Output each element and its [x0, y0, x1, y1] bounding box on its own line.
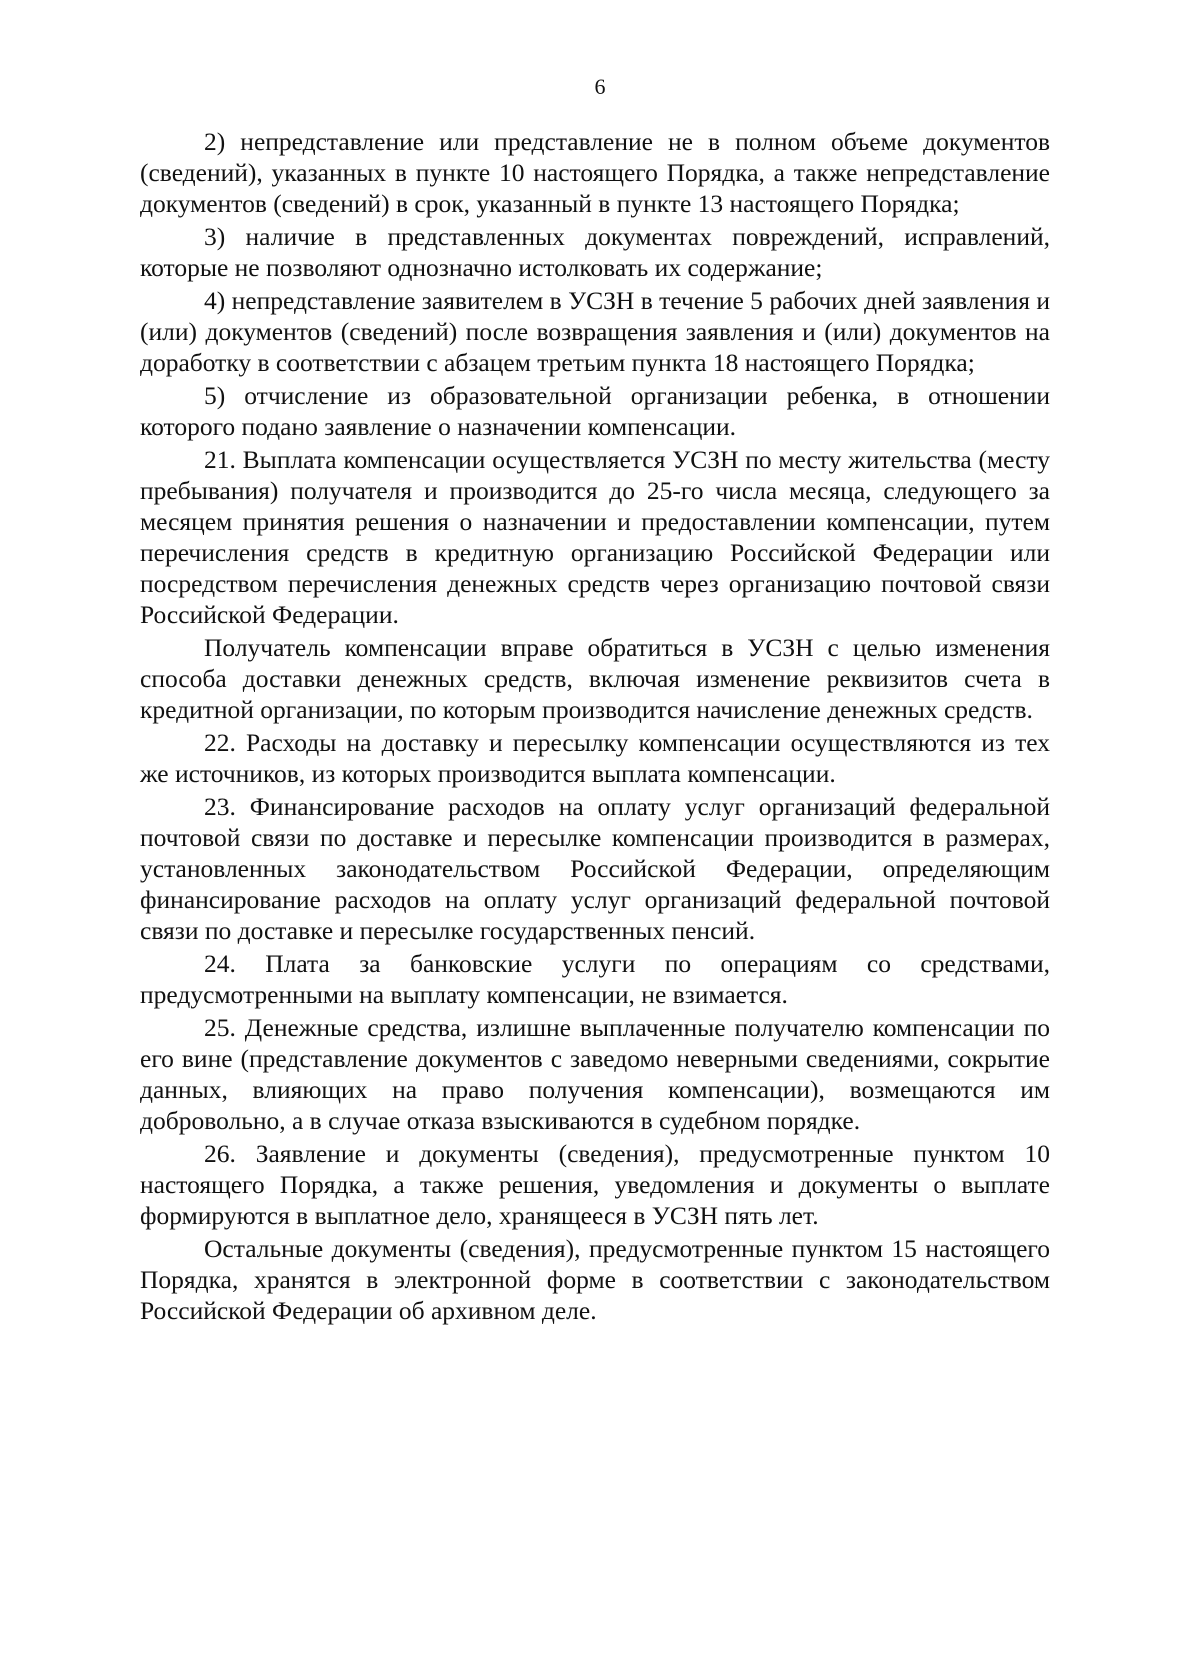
paragraph-clause-21: 21. Выплата компенсации осуществляется УСЗН по месту жительства (месту пребывания) получателя и производится до 25-го числа месяца, следующего за месяцем принятия решения о назначении и предоставлении компенсации, путем перечисления средств в кредитную организацию Российской Федерации или посредством перечисления денежных средств через организацию почтовой связи Российской Федерации. [140, 445, 1050, 629]
paragraph-clause-26-other-docs: Остальные документы (сведения), предусмотренные пунктом 15 настоящего Порядка, хранятся в электронной форме в соответствии с законодательством Российской Федерации об архивном деле. [140, 1234, 1050, 1325]
paragraph-clause-21-recipient: Получатель компенсации вправе обратиться в УСЗН с целью изменения способа доставки денежных средств, включая изменение реквизитов счета в кредитной организации, по которым производится начисление денежных средств. [140, 633, 1050, 724]
paragraph-clause-25: 25. Денежные средства, излишне выплаченные получателю компенсации по его вине (представление документов с заведомо неверными сведениями, сокрытие данных, влияющих на право получения компенсации), возмещаются им добровольно, а в случае отказа взыскиваются в судебном порядке. [140, 1013, 1050, 1135]
paragraph-item-3: 3) наличие в представленных документах повреждений, исправлений, которые не позволяют однозначно истолковать их содержание; [140, 222, 1050, 282]
document-body [140, 126, 1050, 1328]
paragraph-item-2: 2) непредставление или представление не в полном объеме документов (сведений), указанных в пункте 10 настоящего Порядка, а также непредставление документов (сведений) в срок, указанный в пункте 13 настоящего Порядка; [140, 127, 1050, 218]
paragraph-clause-23: 23. Финансирование расходов на оплату услуг организаций федеральной почтовой связи по доставке и пересылке компенсации производится в размерах, установленных законодательством Российской Федерации, определяющим финансирование расходов на оплату услуг организаций федеральной почтовой связи по доставке и пересылке государственных пенсий. [140, 792, 1050, 945]
paragraph-item-5: 5) отчисление из образовательной организации ребенка, в отношении которого подано заявление о назначении компенсации. [140, 381, 1050, 441]
page-number: 6 [594, 74, 606, 99]
paragraph-clause-26: 26. Заявление и документы (сведения), предусмотренные пунктом 10 настоящего Порядка, а также решения, уведомления и документы о выплате формируются в выплатное дело, хранящееся в УСЗН пять лет. [140, 1139, 1050, 1230]
paragraph-item-4: 4) непредставление заявителем в УСЗН в течение 5 рабочих дней заявления и (или) документов (сведений) после возвращения заявления и (или) документов на доработку в соответствии с абзацем третьим пункта 18 настоящего Порядка; [140, 286, 1050, 377]
paragraph-clause-24: 24. Плата за банковские услуги по операциям со средствами, предусмотренными на выплату компенсации, не взимается. [140, 949, 1050, 1009]
paragraph-clause-22: 22. Расходы на доставку и пересылку компенсации осуществляются из тех же источников, из которых производится выплата компенсации. [140, 728, 1050, 788]
